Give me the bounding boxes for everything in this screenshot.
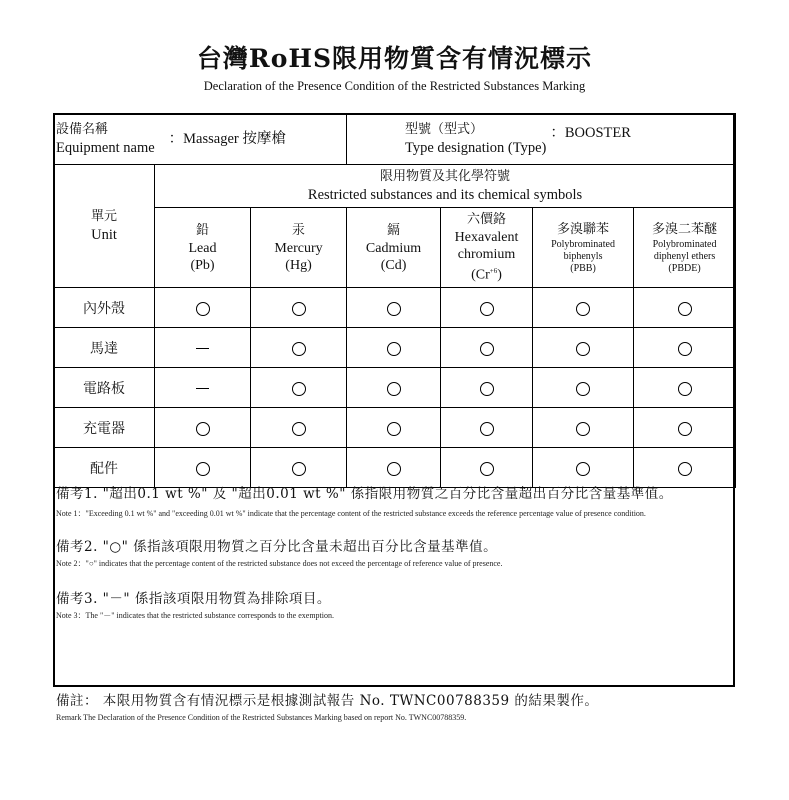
page-title: 台灣RoHS限用物質含有情況標示 — [196, 44, 593, 73]
note-2 — [56, 538, 728, 569]
chromium-symbol-end: ) — [497, 267, 502, 283]
substance-mercury-zh: 汞 — [292, 222, 306, 238]
row-unit-label: 配件 — [54, 448, 155, 488]
restricted-header-en: Restricted substances and its chemical symbols — [307, 187, 583, 203]
substance-chromium-zh: 六價鉻 — [467, 212, 507, 228]
substance-pbde-symbol: (PBDE) — [668, 262, 701, 274]
note-1-en: Note 1："Exceeding 0.1 wt %" and "exceeding 0.01 wt %" indicate that the percentage content of the restricted substance exceeds the reference percentage value of presence condition. — [56, 509, 646, 518]
row-unit-label: 馬達 — [54, 328, 155, 368]
substance-pbb-en1: Polybrominated — [551, 238, 615, 250]
substance-pbb-symbol: (PBB) — [570, 262, 596, 274]
note-1 — [56, 485, 728, 519]
note-3 — [56, 590, 728, 621]
equipment-label-zh: 設備名稱 — [56, 122, 109, 137]
substance-pbde-zh: 多溴二苯醚 — [652, 221, 718, 237]
substance-cadmium-symbol: (Cd) — [380, 257, 407, 273]
substance-pbde-en1: Polybrominated — [652, 238, 717, 250]
substance-chromium-en1: Hexavalent — [454, 230, 519, 246]
remark-zh: 備註： 本限用物質含有情況標示是根據測試報告 No. TWNC00788359 的結果製作。 — [56, 693, 599, 709]
type-value: ：BOOSTER — [550, 125, 631, 141]
substance-lead-symbol: (Pb) — [190, 257, 215, 273]
substance-lead-zh: 鉛 — [195, 222, 209, 238]
note-2-zh: 備考2. "○" 係指該項限用物質之百分比含量未超出百分比含量基準值。 — [56, 539, 498, 555]
substance-chromium-en2: chromium — [457, 247, 516, 263]
note-3-zh: 備考3. "－" 係指該項限用物質為排除項目。 — [56, 591, 331, 607]
chromium-symbol-base: (Cr — [471, 267, 490, 283]
substance-pbb-en2: biphenyls — [563, 250, 603, 262]
remark-en: Remark The Declaration of the Presence Condition of the Restricted Substances Marking based on report No. TWNC00788359. — [56, 713, 467, 722]
equipment-value: ：Massager 按摩槍 — [168, 131, 286, 147]
note-3-en: Note 3：The "－" indicates that the restricted substance corresponds to the exemption. — [56, 611, 335, 620]
page-subtitle: Declaration of the Presence Condition of the Restricted Substances Marking — [203, 79, 586, 93]
remark-section — [56, 692, 746, 723]
row-unit-label: 內外殼 — [54, 288, 155, 328]
chromium-symbol-sup: +6 — [489, 267, 498, 276]
substance-lead-en: Lead — [188, 240, 217, 256]
restricted-header-zh: 限用物質及其化學符號 — [380, 169, 511, 184]
unit-header-en: Unit — [91, 227, 117, 243]
type-label-zh: 型號（型式） — [405, 122, 484, 137]
substance-pbb-zh: 多溴聯苯 — [557, 221, 610, 237]
substance-cadmium-en: Cadmium — [365, 240, 422, 256]
equipment-label-en: Equipment name — [56, 140, 155, 156]
substance-mercury-symbol: (Hg) — [285, 257, 312, 273]
type-label-en: Type designation (Type) — [405, 140, 547, 156]
note-2-en: Note 2："○" indicates that the percentage content of the restricted substance does not exceed the percentage of reference value of presence. — [56, 559, 503, 568]
substance-cadmium-zh: 鎘 — [387, 222, 401, 238]
substance-pbde-en2: diphenyl ethers — [653, 250, 716, 262]
unit-header-zh: 單元 — [90, 209, 117, 224]
notes-section — [56, 485, 728, 621]
substance-mercury-en: Mercury — [274, 240, 323, 256]
row-unit-label: 電路板 — [54, 368, 155, 408]
row-unit-label: 充電器 — [54, 408, 155, 448]
note-1-zh: 備考1. "超出0.1 wt %" 及 "超出0.01 wt %" 係指限用物質之百分比含量超出百分比含量基準值。 — [56, 486, 673, 502]
